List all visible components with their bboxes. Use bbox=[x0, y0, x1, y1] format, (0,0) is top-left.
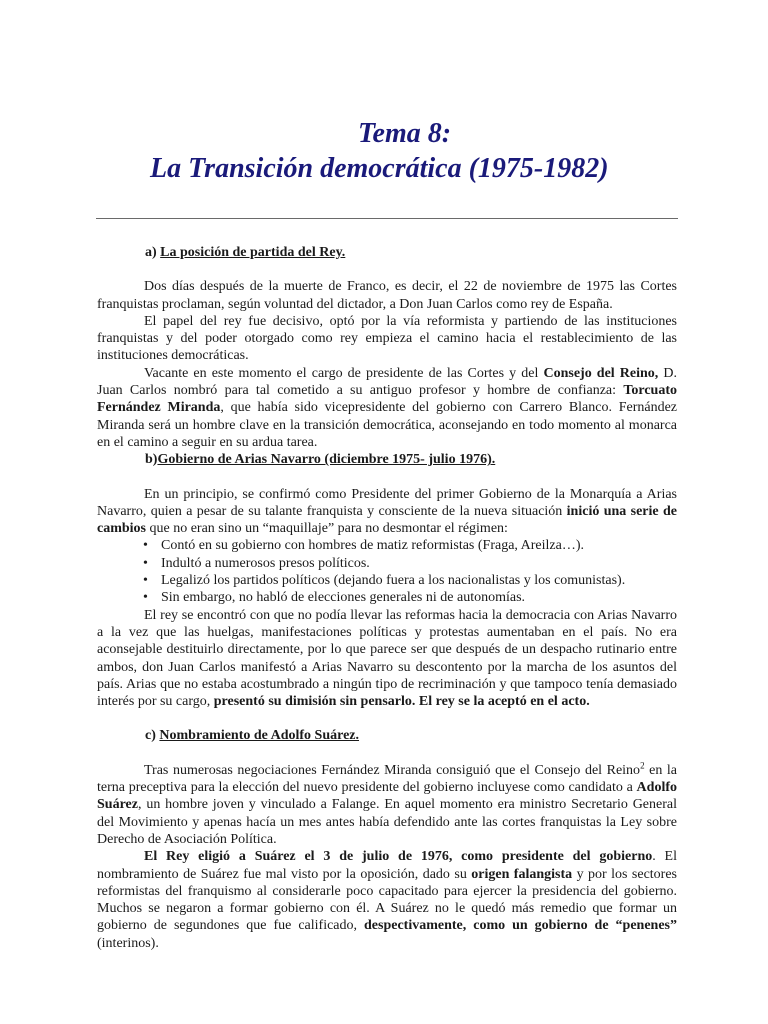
text-run: . El nombramiento de Suárez fue mal visto por la oposición, dado su bbox=[97, 849, 677, 882]
section-c-title: Nombramiento de Adolfo Suárez. bbox=[159, 728, 360, 744]
text-run: (interinos). bbox=[97, 935, 159, 951]
section-a-paragraph-2: El papel del rey fue decisivo, optó por la vía reformista y partiendo de las instituciones franquistas y del poder otorgado como rey empieza el camino hacia el restablecimiento de las instituciones democráticas. bbox=[97, 313, 677, 364]
text-run: , que había sido vicepresidente del gobierno con Carrero Blanco. Fernández Miranda será un hombre clave en la transición democrática, aconsejando en todo momento al monarca en el camino a seguir en su ardua tarea. bbox=[97, 400, 678, 450]
section-b-paragraph-2 bbox=[97, 607, 677, 711]
text-run: En un principio, se confirmó como Presidente del primer Gobierno de la Monarquía a Arias Navarro, quien a pesar de su talante franquista y consciente de la nueva situación bbox=[97, 486, 677, 519]
text-run: El rey se encontró con que no podía llevar las reformas hacia la democracia con Arias Navarro a la vez que las huelgas, manifestaciones políticas y protestas aumentaban en el país. No era aconsejable destituirlo directamente, por lo que parece ser que después de un despacho rutinario entre ambos, don Juan Carlos manifestó a Arias Navarro su descontento por la marcha de los asuntos del país. Arias que no estaba acostumbrado a ningún tipo de recriminación y que tampoco tenía demasiado interés por su cargo, bbox=[97, 607, 677, 710]
section-a-paragraph-1: Dos días después de la muerte de Franco, es decir, el 22 de noviembre de 1975 las Cortes franquistas proclaman, según voluntad del dictador, a Don Juan Carlos como rey de España. bbox=[97, 279, 677, 312]
bold-text: despectivamente, como un gobierno de “penenes” bbox=[364, 918, 677, 934]
text-run: Vacante en este momento el cargo de presidente de las Cortes y del bbox=[144, 365, 544, 381]
bold-text: presentó su dimisión sin pensarlo. El rey se la aceptó en el acto. bbox=[213, 694, 590, 710]
title-line-2: La Transición democrática (1975-1982) bbox=[150, 153, 609, 184]
section-b-paragraph-1 bbox=[97, 486, 677, 538]
bold-text: Torcuato Fernández Miranda bbox=[97, 383, 677, 416]
section-a-label: a) bbox=[145, 245, 157, 260]
bold-text: inició una serie de cambios bbox=[97, 503, 677, 537]
bold-text: El Rey eligió a Suárez el 3 de julio de 1976, como presidente del gobierno bbox=[144, 849, 653, 865]
bold-text: Adolfo Suárez bbox=[97, 780, 677, 813]
bold-text: Consejo del Reino, bbox=[543, 365, 659, 381]
section-c-label: c) bbox=[145, 728, 156, 744]
text-run: Tras numerosas negociaciones Fernández Miranda consiguió que el Consejo del Reino bbox=[144, 762, 641, 778]
bullet-list bbox=[97, 537, 677, 606]
section-c-paragraph-1 bbox=[97, 762, 677, 848]
list-item: • Contó en su gobierno con hombres de matiz reformistas (Fraga, Areilza…). bbox=[97, 537, 677, 554]
section-a-title: La posición de partida del Rey. bbox=[160, 245, 346, 260]
text-run: y por los sectores reformistas del franquismo al considerarle poco capacitado para ejercer la presidencia del gobierno. Muchos se negaron a formar gobierno con él. A Suárez no le quedó más remedio que formar un gobierno de segundones que fue calificado, bbox=[97, 866, 678, 934]
footnote-marker: 2 bbox=[640, 760, 645, 771]
bold-text: origen falangista bbox=[471, 866, 573, 882]
section-c-paragraph-2 bbox=[97, 848, 677, 952]
list-item: • Sin embargo, no habló de elecciones generales ni de autonomías. bbox=[97, 589, 677, 606]
document-title bbox=[150, 116, 710, 186]
list-item: • Legalizó los partidos políticos (dejando fuera a los nacionalistas y los comunistas). bbox=[97, 572, 677, 589]
section-c-heading bbox=[97, 727, 677, 744]
text-run: , un hombre joven y vinculado a Falange. En aquel momento era ministro Secretario General del Movimiento y apenas hacía un mes antes había defendido ante las cortes franquistas la Ley sobre Derecho de Asociación Política. bbox=[97, 797, 677, 847]
list-item: • Indultó a numerosos presos políticos. bbox=[97, 555, 677, 572]
text-run: que no eran sino un “maquillaje” para no desmontar el régimen: bbox=[146, 521, 508, 537]
text-run: en la terna preceptiva para la elección del nuevo presidente del gobierno incluyese como candidato a bbox=[97, 762, 677, 796]
document-body bbox=[97, 244, 677, 952]
section-b-heading bbox=[97, 451, 677, 468]
text-run: D. Juan Carlos nombró para tal cometido a su antiguo profesor y hombre de confianza: bbox=[97, 365, 677, 399]
section-b-label: b) bbox=[145, 452, 158, 468]
horizontal-rule bbox=[96, 218, 678, 219]
title-line-1: Tema 8: bbox=[358, 118, 452, 149]
section-a-paragraph-3 bbox=[97, 365, 677, 451]
section-b-title: Gobierno de Arias Navarro (diciembre 1975- julio 1976). bbox=[157, 452, 496, 468]
section-a-heading bbox=[97, 244, 677, 261]
